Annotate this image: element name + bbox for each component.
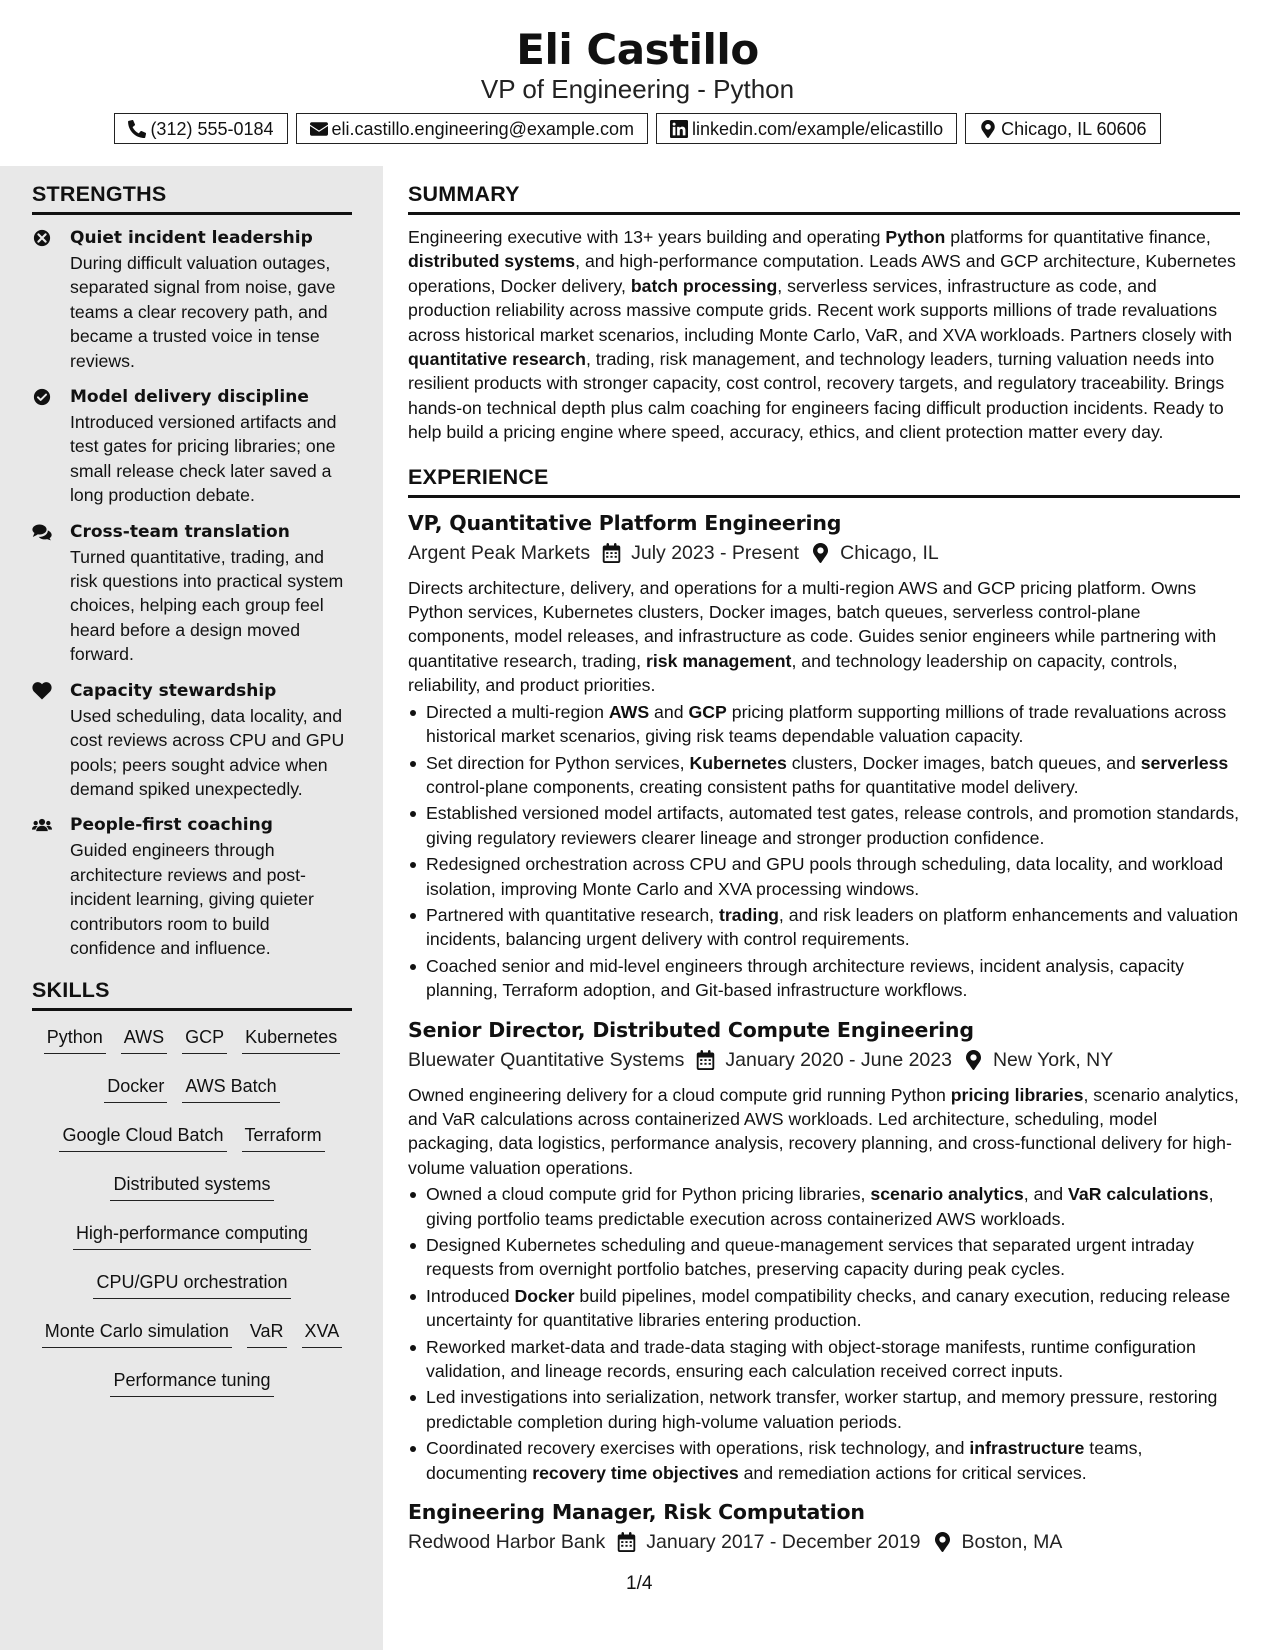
job-bullet: Partnered with quantitative research, trading, and risk leaders on platform enhancements and valuation incidents, balancing urgent delivery with control requirements.	[408, 903, 1240, 952]
strength-item	[32, 812, 352, 960]
contact-phone-text: (312) 555-0184	[150, 118, 274, 139]
check-circle-icon	[32, 388, 52, 406]
job-bullets	[408, 700, 1240, 1003]
skill-tag: Kubernetes	[242, 1025, 340, 1054]
skill-tag: Distributed systems	[110, 1172, 273, 1201]
job-bullet: Owned a cloud compute grid for Python pricing libraries, scenario analytics, and VaR calculations, giving portfolio teams predictable execution across containerized AWS workloads.	[408, 1182, 1240, 1231]
job-company: Redwood Harbor Bank	[408, 1531, 606, 1554]
job-location: Boston, MA	[961, 1531, 1063, 1554]
strength-item	[32, 519, 352, 667]
job-bullet: Set direction for Python services, Kubernetes clusters, Docker images, batch queues, and serverless control-plane components, creating consistent paths for quantitative model delivery.	[408, 751, 1240, 800]
strength-title: Model delivery discipline	[70, 387, 309, 408]
map-pin-icon	[964, 1050, 983, 1070]
contact-phone[interactable]	[114, 113, 287, 144]
map-pin-icon	[933, 1532, 952, 1552]
job-bullet: Led investigations into serialization, network transfer, worker startup, and memory pressure, restoring predictable completion during high-volume valuation periods.	[408, 1385, 1240, 1434]
envelope-icon	[310, 120, 328, 138]
strength-description: Guided engineers through architecture reviews and post-incident learning, giving quieter contributors room to build confidence and influence.	[70, 840, 314, 958]
phone-icon	[128, 120, 146, 138]
crosshair-icon	[32, 229, 52, 247]
job-meta	[408, 1045, 1240, 1075]
job-dates: January 2017 - December 2019	[646, 1531, 921, 1554]
job-title: VP, Quantitative Platform Engineering	[408, 510, 842, 535]
job-bullets	[408, 1182, 1240, 1485]
skill-tag: Docker	[104, 1074, 167, 1103]
contact-email-text: eli.castillo.engineering@example.com	[331, 118, 634, 139]
contact-linkedin-text: linkedin.com/example/elicastillo	[691, 118, 944, 139]
job-meta	[408, 538, 1240, 568]
job-entry	[408, 508, 1240, 1003]
contact-location	[965, 113, 1160, 144]
map-pin-icon	[979, 120, 997, 138]
skill-tag: Performance tuning	[110, 1368, 273, 1397]
sidebar	[0, 166, 383, 1650]
calendar-icon	[696, 1050, 715, 1070]
heart-icon	[32, 682, 52, 700]
strength-item	[32, 225, 352, 373]
skill-tag: CPU/GPU orchestration	[93, 1270, 290, 1299]
skill-tag: AWS	[121, 1025, 167, 1054]
resume-header	[0, 0, 1275, 166]
comments-icon	[32, 523, 52, 541]
job-entry	[408, 1015, 1240, 1486]
contact-linkedin[interactable]	[656, 113, 957, 144]
skills-list	[32, 1025, 352, 1397]
page-number: 1/4	[626, 1573, 653, 1594]
strength-title: Quiet incident leadership	[70, 228, 313, 248]
job-dates: July 2023 - Present	[631, 541, 800, 564]
skills-heading: SKILLS	[32, 976, 352, 1011]
job-description: Owned engineering delivery for a cloud compute grid running Python pricing libraries, scenario analytics, and VaR calculations across containerized AWS workloads. Led architecture, scheduling, model packaging, data logistics, performance analysis, recovery planning, and cross-functional delivery for high-volume valuation operations.	[408, 1084, 1239, 1178]
contact-email[interactable]	[296, 113, 648, 144]
users-icon	[32, 816, 52, 834]
summary-text: Engineering executive with 13+ years building and operating Python platforms for quantitative finance, distributed systems, and high-performance computation. Leads AWS and GCP architecture, Kubernetes operations, Docker delivery, batch processing, serverless services, infrastructure as code, and production reliability across massive compute grids. Recent work supports millions of trade revaluations across historical market scenarios, including Monte Carlo, VaR, and XVA workloads. Partners closely with quantitative research, trading, risk management, and technology leaders, turning valuation needs into resilient products with stronger capacity, cost control, recovery targets, and regulatory traceability. Brings hands-on technical depth plus calm coaching for engineers facing difficult production incidents. Ready to help build a pricing engine where speed, accuracy, ethics, and client protection matter every day.	[408, 227, 1236, 443]
strength-item	[32, 678, 352, 802]
skill-tag: Terraform	[242, 1123, 325, 1152]
skill-tag: Python	[44, 1025, 106, 1054]
job-bullet: Reworked market-data and trade-data staging with object-storage manifests, runtime configuration validation, and lineage records, ensuring each calculation received correct inputs.	[408, 1335, 1240, 1384]
strength-title: People-first coaching	[70, 815, 273, 836]
job-bullet: Directed a multi-region AWS and GCP pricing platform supporting millions of trade revaluations across historical market scenarios, giving risk teams dependable valuation capacity.	[408, 700, 1240, 749]
job-location: New York, NY	[992, 1048, 1114, 1071]
job-entry	[408, 1497, 1240, 1557]
strength-description: Used scheduling, data locality, and cost reviews across CPU and GPU pools; peers sought advice when demand spiked unexpectedly.	[70, 705, 345, 799]
strengths-heading: STRENGTHS	[32, 180, 352, 215]
job-company: Argent Peak Markets	[408, 541, 591, 564]
skill-tag: VaR	[247, 1319, 287, 1348]
job-company: Bluewater Quantitative Systems	[408, 1048, 685, 1071]
job-bullet: Established versioned model artifacts, automated test gates, release controls, and promotion standards, giving regulatory reviewers clearer lineage and stronger production confidence.	[408, 801, 1240, 850]
candidate-name: Eli Castillo	[516, 25, 759, 74]
job-bullet: Introduced Docker build pipelines, model compatibility checks, and canary execution, reducing release uncertainty for quantitative libraries entering production.	[408, 1284, 1240, 1333]
job-bullet: Redesigned orchestration across CPU and GPU pools through scheduling, data locality, and workload isolation, improving Monte Carlo and XVA processing windows.	[408, 852, 1240, 901]
main-content	[408, 180, 1240, 1557]
skill-tag: XVA	[302, 1319, 343, 1348]
linkedin-icon	[670, 120, 688, 138]
map-pin-icon	[811, 543, 830, 563]
contact-location-text: Chicago, IL 60606	[1001, 118, 1147, 139]
job-bullet: Designed Kubernetes scheduling and queue-management services that separated urgent intraday requests from overnight portfolio batches, preserving capacity during peak cycles.	[408, 1233, 1240, 1282]
job-location: Chicago, IL	[840, 541, 939, 564]
job-title: Engineering Manager, Risk Computation	[408, 1500, 865, 1525]
contact-bar	[0, 113, 1275, 144]
summary-heading: SUMMARY	[408, 180, 1240, 215]
job-title: Senior Director, Distributed Compute Engineering	[408, 1017, 974, 1042]
job-dates: January 2020 - June 2023	[725, 1048, 952, 1071]
strength-description: Turned quantitative, trading, and risk questions into practical system choices, helping each group feel heard before a design moved forward.	[70, 546, 344, 665]
skill-tag: Google Cloud Batch	[59, 1123, 226, 1152]
job-bullet: Coordinated recovery exercises with operations, risk technology, and infrastructure teams, documenting recovery time objectives and remediation actions for critical services.	[408, 1436, 1240, 1485]
strength-title: Cross-team translation	[70, 521, 290, 542]
strengths-list	[32, 225, 352, 960]
job-meta	[408, 1527, 1240, 1557]
skill-tag: Monte Carlo simulation	[42, 1319, 232, 1348]
skill-tag: High-performance computing	[73, 1221, 311, 1250]
skill-tag: AWS Batch	[182, 1074, 279, 1103]
candidate-title: VP of Engineering - Python	[480, 74, 795, 104]
job-description: Directs architecture, delivery, and operations for a multi-region AWS and GCP pricing platform. Owns Python services, Kubernetes clusters, Docker images, batch queues, serverless control-plane components, model releases, and infrastructure as code. Guides senior engineers while partnering with quantitative research, trading, risk management, and technology leadership on capacity, controls, reliability, and product priorities.	[408, 577, 1217, 696]
skill-tag: GCP	[182, 1025, 227, 1054]
experience-heading: EXPERIENCE	[408, 463, 1240, 498]
strength-item	[32, 384, 352, 508]
strength-description: During difficult valuation outages, separated signal from noise, gave teams a clear recovery path, and became a trusted voice in tense reviews.	[70, 253, 336, 371]
strength-description: Introduced versioned artifacts and test gates for pricing libraries; one small release check later saved a long production debate.	[70, 412, 337, 506]
strength-title: Capacity stewardship	[70, 680, 277, 701]
calendar-icon	[617, 1532, 636, 1552]
job-bullet: Coached senior and mid-level engineers through architecture reviews, incident analysis, capacity planning, Terraform adoption, and Git-based infrastructure workflows.	[408, 954, 1240, 1003]
calendar-icon	[602, 543, 621, 563]
